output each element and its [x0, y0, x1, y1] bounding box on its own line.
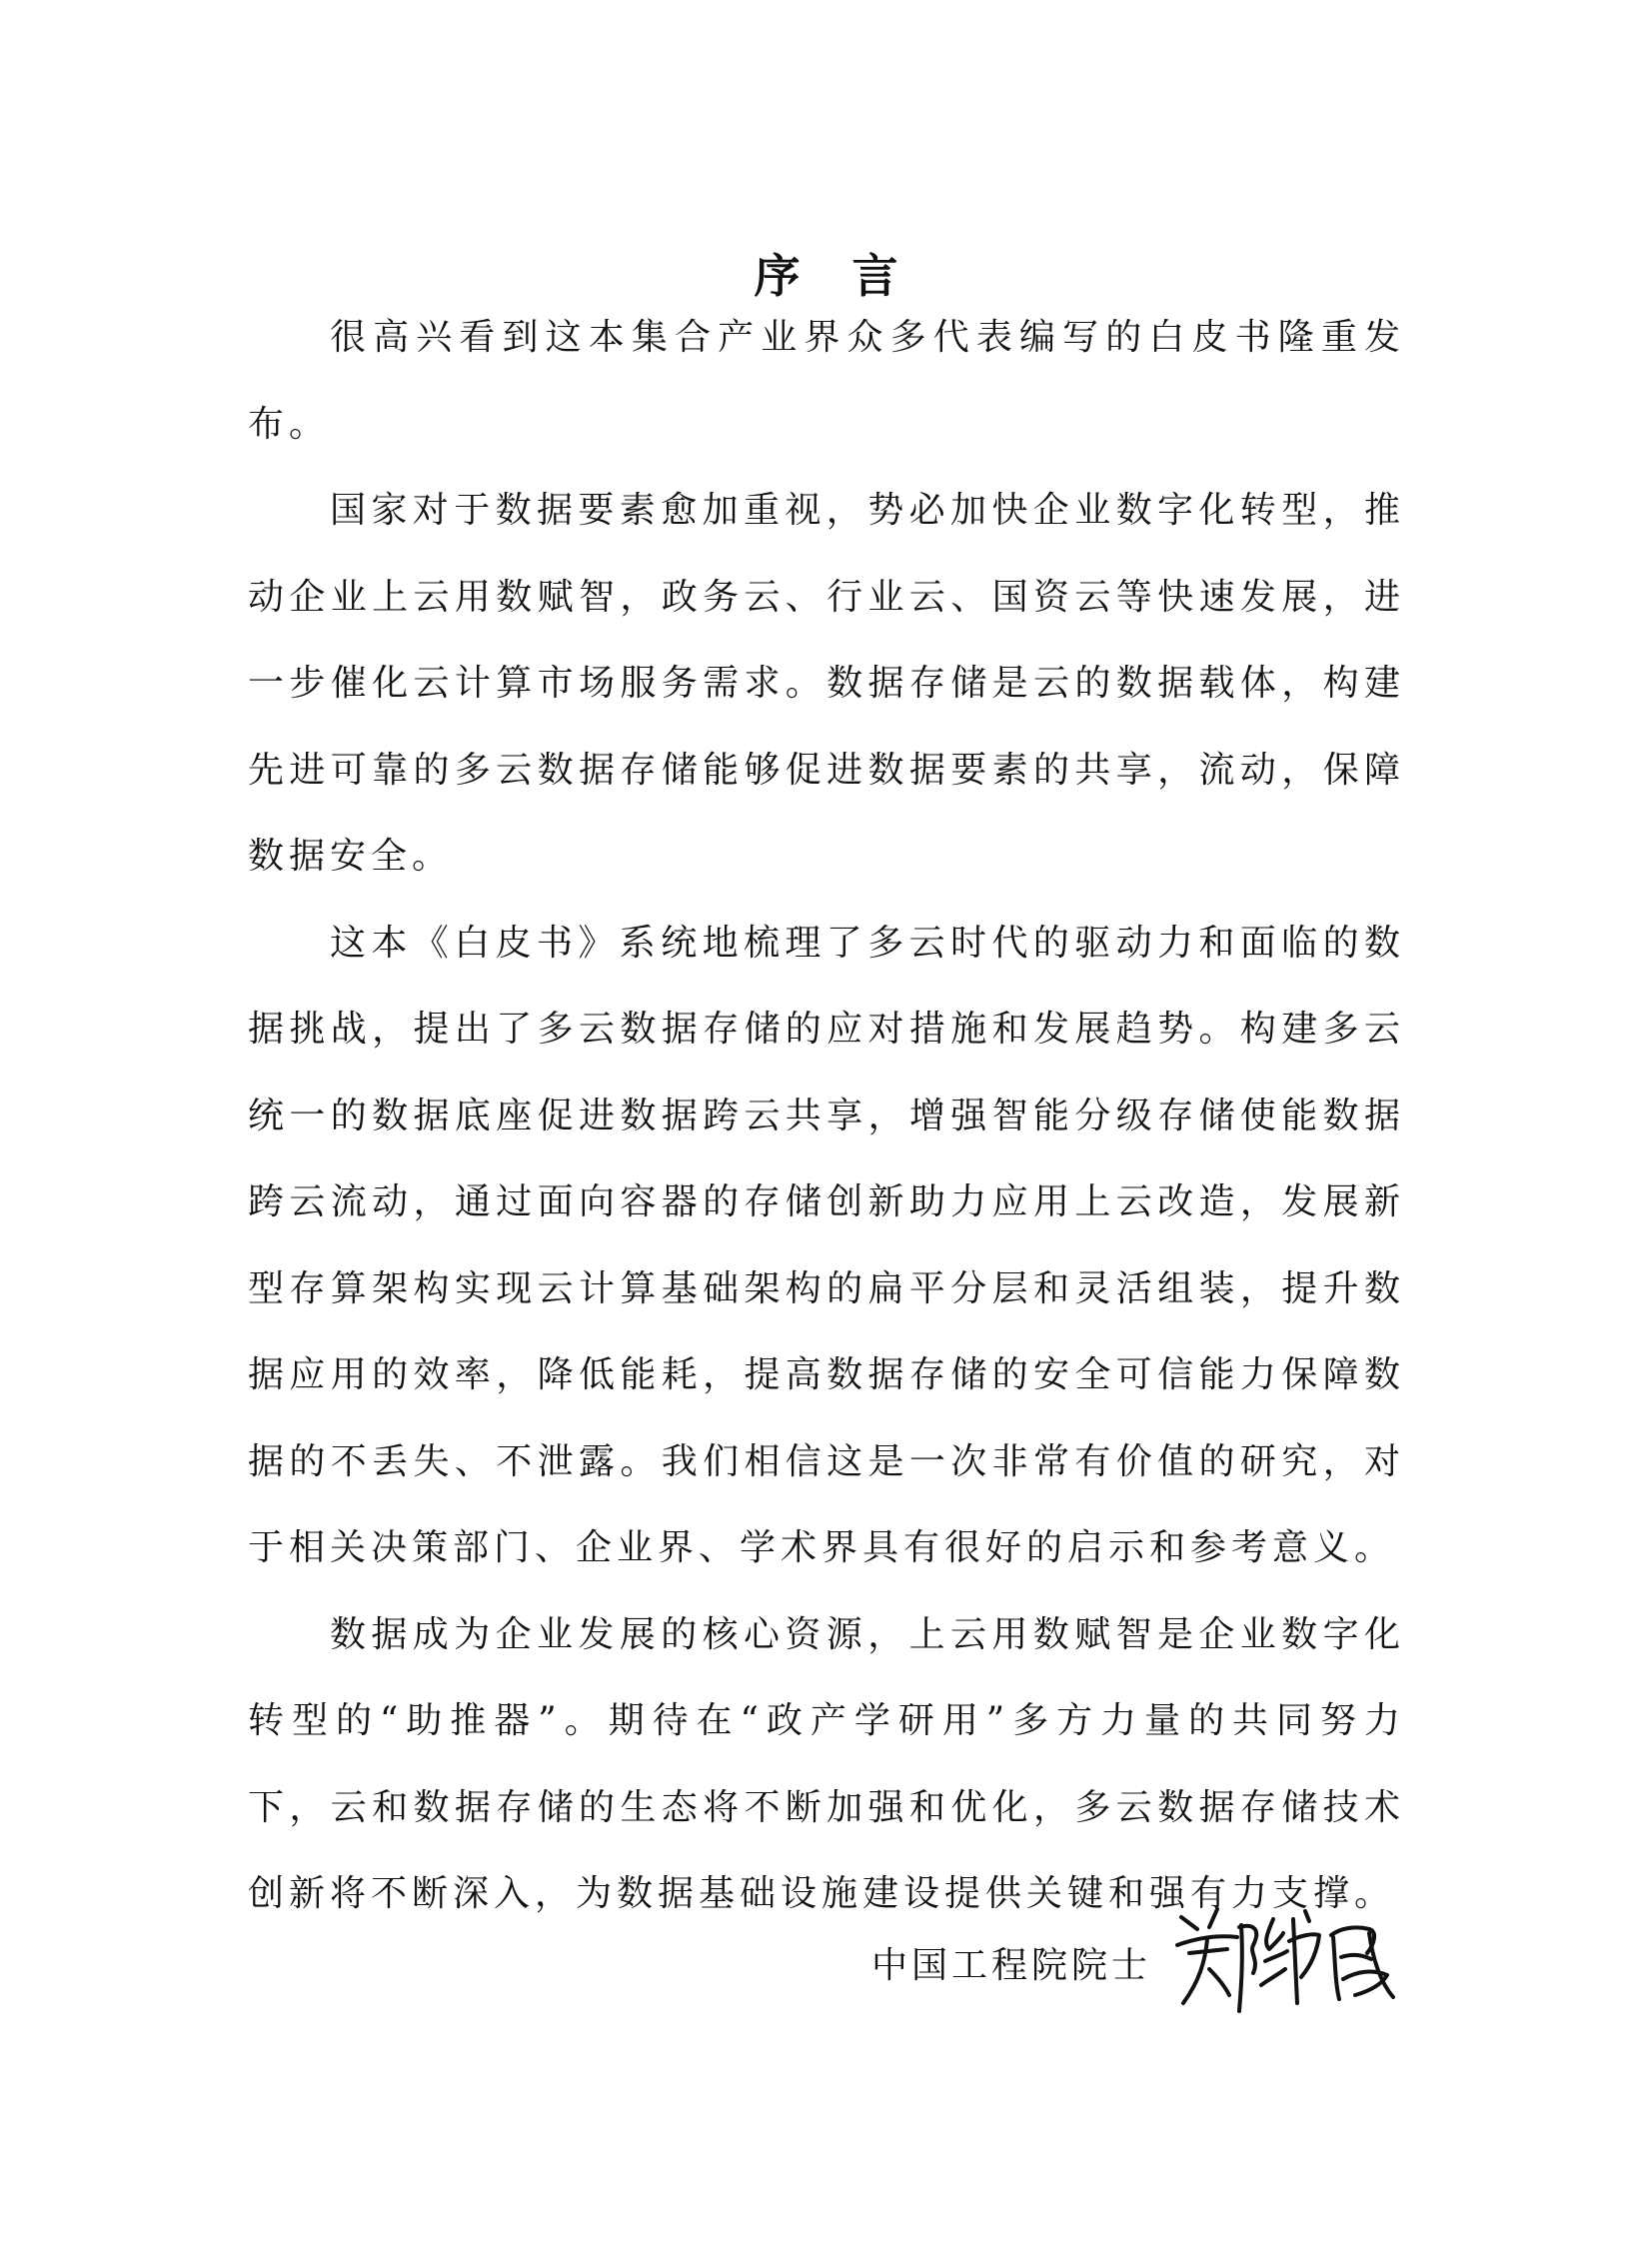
- signature-block: [0, 1899, 1652, 2039]
- signature-icon: [1169, 1899, 1399, 2019]
- page-title: 序言: [754, 248, 950, 303]
- paragraph-1: 很高兴看到这本集合产业界众多代表编写的白皮书隆重发布。: [248, 317, 1405, 445]
- paragraph-2: 国家对于数据要素愈加重视，势必加快企业数字化转型，推动企业上云用数赋智，政务云、行业云、国资云等快速发展，进一步催化云计算市场服务需求。数据存储是云的数据载体，构建先进可靠的多云数据存储能够促进数据要素的共享，流动，保障数据安全。: [248, 490, 1405, 877]
- paragraph-3: 这本《白皮书》系统地梳理了多云时代的驱动力和面临的数据挑战，提出了多云数据存储的应对措施和发展趋势。构建多云统一的数据底座促进数据跨云共享，增强智能分级存储使能数据跨云流动，通过面向容器的存储创新助力应用上云改造，发展新型存算架构实现云计算基础架构的扁平分层和灵活组装，提升数据应用的效率，降低能耗，提高数据存储的安全可信能力保障数据的不丢失、不泄露。我们相信这是一次非常有价值的研究，对于相关决策部门、企业界、学术界具有很好的启示和参考意义。: [248, 922, 1405, 1568]
- author-affiliation: 中国工程院院士: [871, 1945, 1152, 1986]
- handwritten-signature: [1169, 1899, 1399, 2019]
- paragraph-4: 数据成为企业发展的核心资源，上云用数赋智是企业数字化转型的“助推器”。期待在“政产学研用”多方力量的共同努力下，云和数据存储的生态将不断加强和优化，多云数据存储技术创新将不断深入，为数据基础设施建设提供关键和强有力支撑。: [248, 1613, 1405, 1914]
- preface-body: [248, 295, 1405, 1938]
